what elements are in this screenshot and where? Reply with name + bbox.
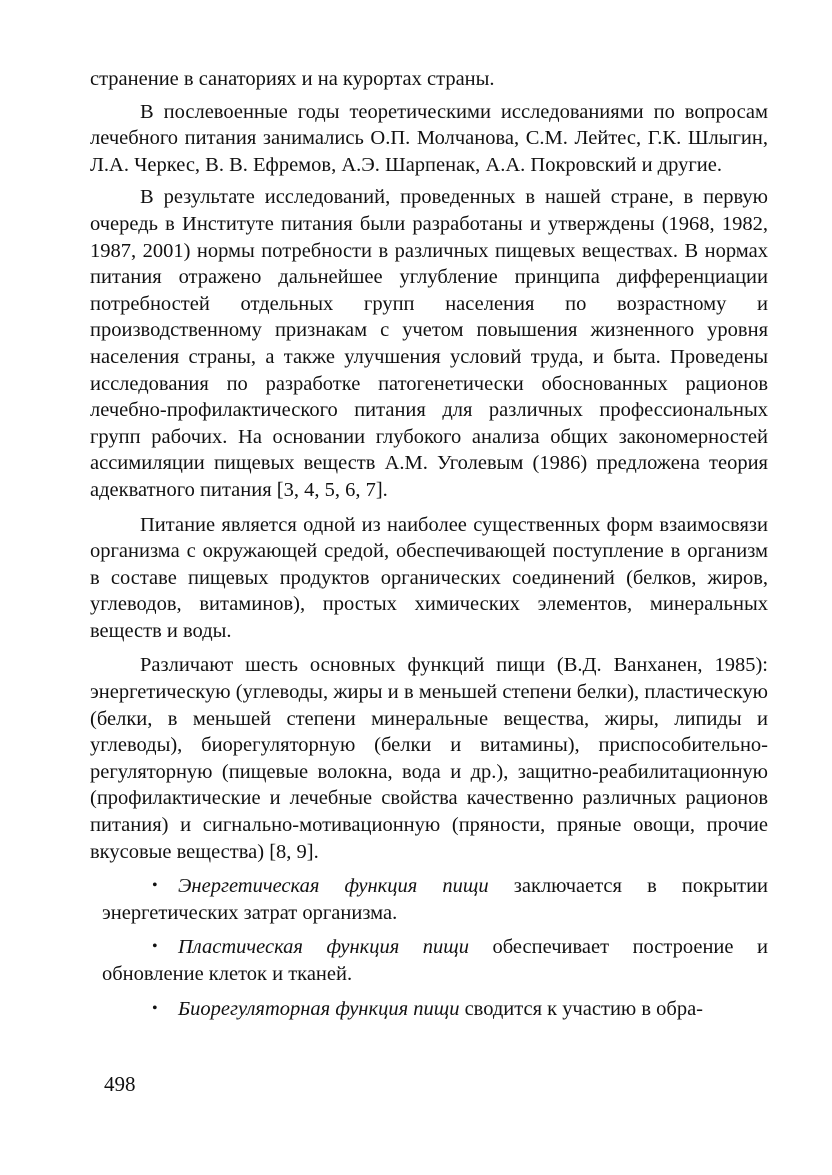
bullet-bioregulatory-function: [90, 996, 768, 1023]
bullet-icon: •: [152, 999, 158, 1017]
bullet-term: Пластическая функция пищи: [178, 936, 469, 959]
bullet-term: Биорегуляторная функция пищи: [178, 997, 460, 1020]
bullet-icon: •: [152, 877, 158, 895]
paragraph-nutrition-definition: Питание является одной из наиболее существенных форм взаимосвязи организма с окружающей средой, обеспечивающей поступление в организм в составе пищевых продуктов органических соединений (белков, жиров, углеводов, витаминов), простых химических элементов, минеральных веществ и воды.: [90, 513, 768, 642]
bullet-plastic-function: [90, 934, 768, 987]
bullet-icon: •: [152, 938, 158, 956]
bullet-energy-function: [90, 873, 768, 926]
paragraph-nutrition-norms: В результате исследований, проведенных в нашей стране, в первую очередь в Институте питания были разработаны и утверждены (1968, 1982, 1987, 2001) нормы потребности в различных пищевых веществах. В нормах питания отражено дальнейшее углубление принципа дифференциации потребностей отдельных групп населения по возрастному и производственному признакам с учетом повышения жизненного уровня населения страны, а также улучшения условий труда, и быта. Проведены исследования по разработке патогенетически обоснованных рационов лечебно-профилактического питания для различных профессиональных групп рабочих. На основании глубокого анализа общих закономерностей ассимиляции пищевых веществ А.М. Уголевым (1986) предложена теория адекватного питания [3, 4, 5, 6, 7].: [90, 186, 768, 501]
bullet-term: Энергетическая функция пищи: [178, 875, 489, 898]
bullet-text: обеспечивает построение и обновление клеток и тканей.: [102, 936, 768, 985]
paragraph-food-functions: Различают шесть основных функций пищи (В.Д. Ванханен, 1985): энергетическую (углеводы, жиры и в меньшей степени белки), пластическую (белки, в меньшей степени минеральные вещества, жиры, липиды и углеводы), биорегуляторную (белки и витамины), приспособительно-регуляторную (пищевые волокна, вода и др.), защитно-реабилитационную (профилактические и лечебные свойства качественно различных рационов питания) и сигнально-мотивационную (пряности, пряные овощи, прочие вкусовые вещества) [8, 9].: [90, 654, 768, 863]
paragraph-postwar-research: В послевоенные годы теоретическими исследованиями по вопросам лечебного питания занимались О.П. Молчанова, С.М. Лейтес, Г.К. Шлыгин, Л.А. Черкес, В. В. Ефремов, А.Э. Шарпенак, А.А. Покровский и другие.: [90, 100, 768, 176]
page-body: [90, 66, 768, 1022]
page-number: 498: [104, 1072, 136, 1096]
paragraph-continuation: странение в санаториях и на курортах страны.: [90, 68, 495, 90]
bullet-text: заключается в покрытии энергетических затрат организма.: [102, 875, 769, 924]
bullet-text: сводится к участию в обра-: [459, 997, 704, 1020]
